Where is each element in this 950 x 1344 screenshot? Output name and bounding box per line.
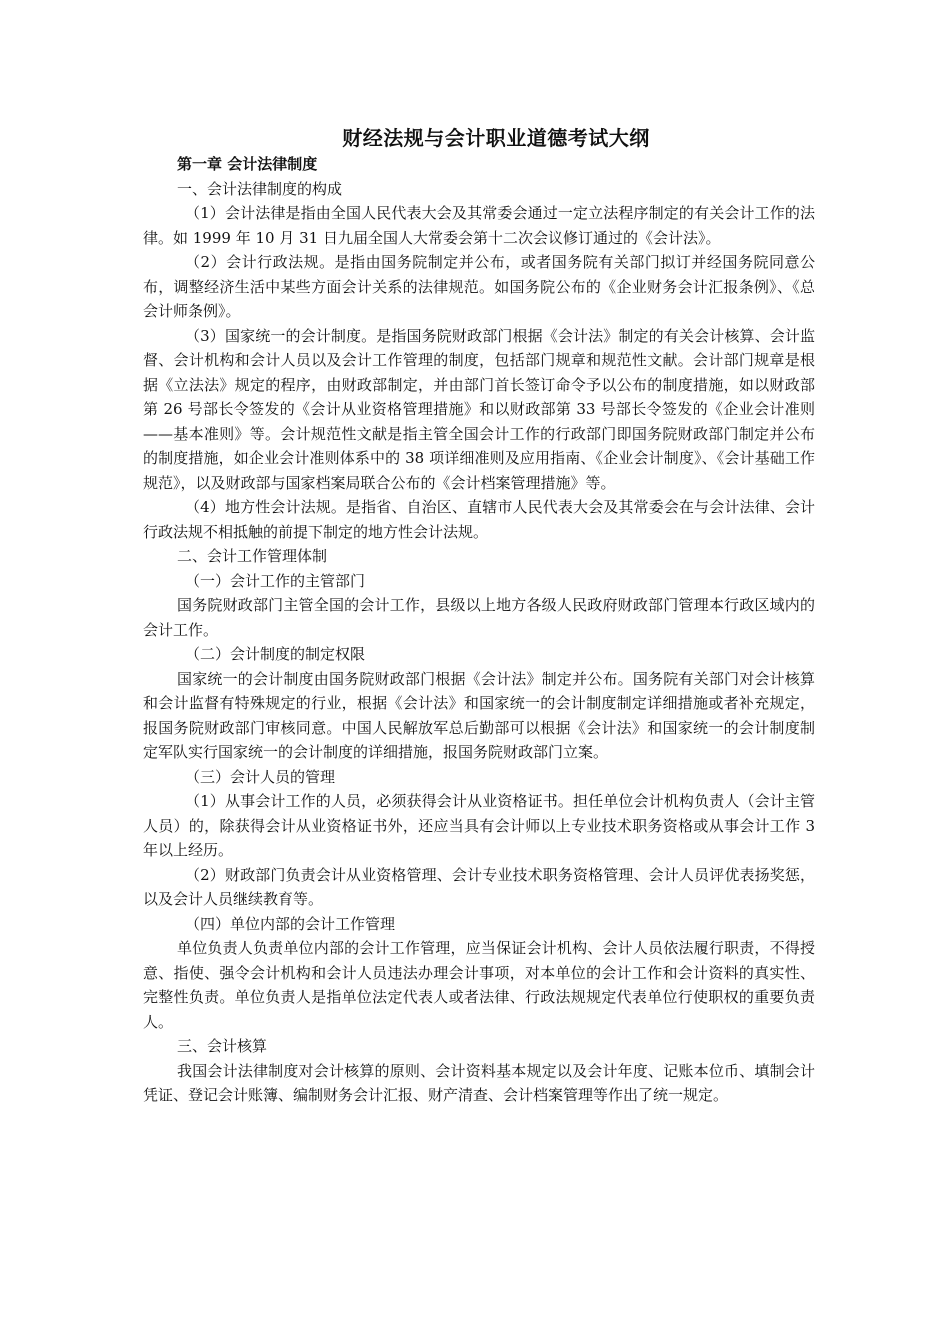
- paragraph: （3）国家统一的会计制度。是指国务院财政部门根据《会计法》制定的有关会计核算、会计监督、会计机构和会计人员以及会计工作管理的制度，包括部门规章和规范性文献。会计部门规章是根据《立法法》规定的程序，由财政部制定，并由部门首长签订命令予以公布的制度措施，如以财政部第 26 号部长令签发的《会计从业资格管理措施》和以财政部第 33 号部长令签发的《企业会计准则——基本准则》等。会计规范性文献是指主管全国会计工作的行政部门即国务院财政部门制定并公布的制度措施，如企业会计准则体系中的 38 项详细准则及应用指南、《企业会计制度》、《会计基础工作规范》，以及财政部与国家档案局联合公布的《会计档案管理措施》等。: [143, 326, 815, 492]
- paragraph: 二、会计工作管理体制: [177, 547, 328, 565]
- document-body: [143, 177, 815, 1108]
- paragraph: （二）会计制度的制定权限: [185, 645, 366, 663]
- document-page: [143, 124, 815, 1108]
- paragraph: 国家统一的会计制度由国务院财政部门根据《会计法》制定并公布。国务院有关部门对会计核算和会计监督有特殊规定的行业，根据《会计法》和国家统一的会计制度制定详细措施或者补充规定，报国务院财政部门审核同意。中国人民解放军总后勤部可以根据《会计法》和国家统一的会计制度制定军队实行国家统一的会计制度的详细措施，报国务院财政部门立案。: [143, 669, 815, 761]
- paragraph: 国务院财政部门主管全国的会计工作，县级以上地方各级人民政府财政部门管理本行政区域内的会计工作。: [143, 596, 815, 639]
- paragraph: 我国会计法律制度对会计核算的原则、会计资料基本规定以及会计年度、记账本位币、填制会计凭证、登记会计账簿、编制财务会计汇报、财产清查、会计档案管理等作出了统一规定。: [143, 1061, 815, 1104]
- document-title: 财经法规与会计职业道德考试大纲: [342, 126, 650, 150]
- paragraph: （1）会计法律是指由全国人民代表大会及其常委会通过一定立法程序制定的有关会计工作的法律。如 1999 年 10 月 31 日九届全国人大常委会第十二次会议修订通过的《会计法》。: [143, 204, 815, 247]
- paragraph: 一、会计法律制度的构成: [177, 179, 343, 198]
- paragraph: （2）会计行政法规。是指由国务院制定并公布，或者国务院有关部门拟订并经国务院同意公布，调整经济生活中某些方面会计关系的法律规范。如国务院公布的《企业财务会计汇报条例》、《总会计师条例》。: [143, 253, 815, 320]
- paragraph: （4）地方性会计法规。是指省、自治区、直辖市人民代表大会及其常委会在与会计法律、会计行政法规不相抵触的前提下制定的地方性会计法规。: [143, 498, 815, 541]
- chapter-heading: 第一章 会计法律制度: [177, 155, 318, 173]
- paragraph: （四）单位内部的会计工作管理: [185, 914, 396, 933]
- paragraph: 单位负责人负责单位内部的会计工作管理，应当保证会计机构、会计人员依法履行职责，不得授意、指使、强令会计机构和会计人员违法办理会计事项，对本单位的会计工作和会计资料的真实性、完整性负责。单位负责人是指单位法定代表人或者法律、行政法规规定代表单位行使职权的重要负责人。: [143, 939, 815, 1031]
- paragraph: 三、会计核算: [177, 1037, 268, 1055]
- paragraph: （2）财政部门负责会计从业资格管理、会计专业技术职务资格管理、会计人员评优表扬奖惩，以及会计人员继续教育等。: [143, 865, 815, 908]
- paragraph: （1）从事会计工作的人员，必须获得会计从业资格证书。担任单位会计机构负责人（会计主管人员）的，除获得会计从业资格证书外，还应当具有会计师以上专业技术职务资格或从事会计工作 3 年以上经历。: [143, 792, 815, 859]
- paragraph: （一）会计工作的主管部门: [185, 571, 366, 590]
- paragraph: （三）会计人员的管理: [185, 767, 336, 786]
